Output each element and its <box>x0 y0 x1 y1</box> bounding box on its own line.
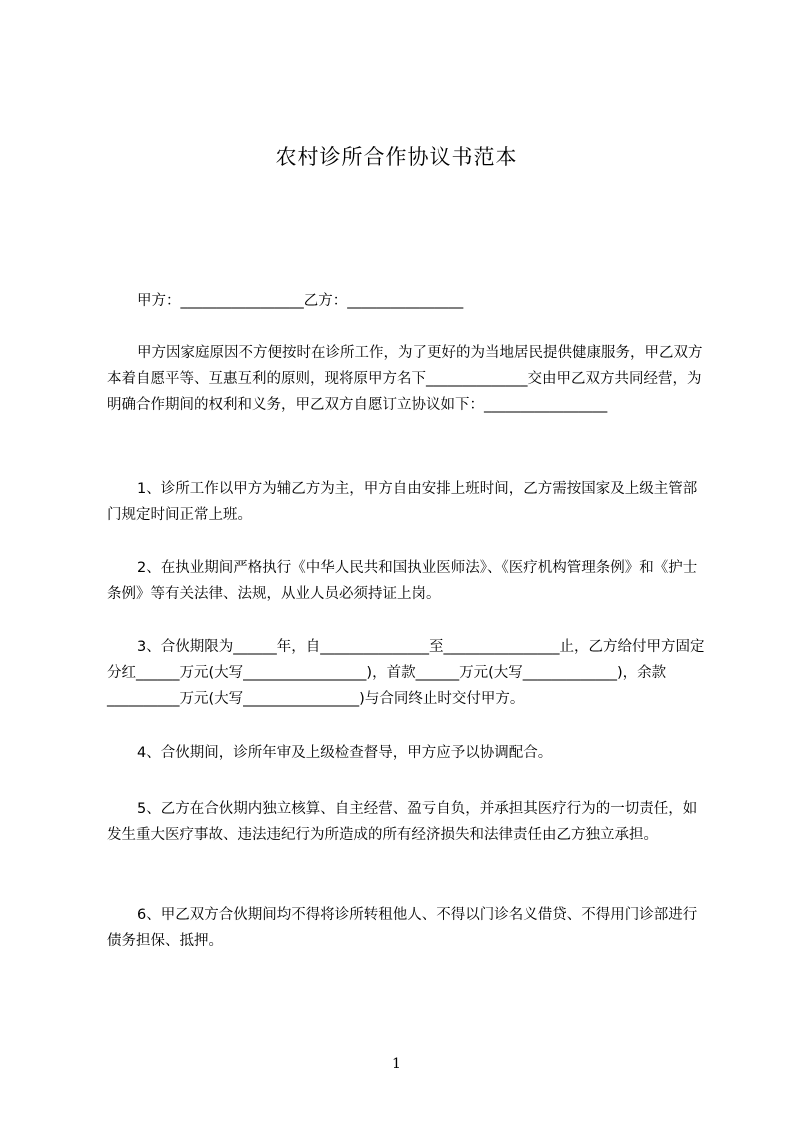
clause-4: 4、合伙期间，诊所年审及上级检查督导，甲方应予以协调配合。 <box>137 745 553 761</box>
clause-1: 1、诊所工作以甲方为辅乙方为主，甲方自由安排上班时间，乙方需按国家及上级主管部门规定时间正常上班。 <box>107 481 698 523</box>
clause-3: 3、合伙期限为______年，自_______________至________________止，乙方给付甲方固定分红______万元(大写_________________)，首款______万元(大写_____________)，余款__________万元(大写________________)与合同终止时交付甲方。 <box>107 639 705 707</box>
parties-line: 甲方：_________________乙方：________________ <box>137 293 464 309</box>
clause-2: 2、在执业期间严格执行《中华人民共和国执业医师法》、《医疗机构管理条例》和《护士条例》等有关法律、法规，从业人员必须持证上岗。 <box>107 560 698 602</box>
intro-paragraph: 甲方因家庭原因不方便按时在诊所工作，为了更好的为当地居民提供健康服务，甲乙双方本着自愿平等、互惠互利的原则，现将原甲方名下______________交由甲乙双方共同经营，为明确合作期间的权利和义务，甲乙双方自愿订立协议如下：_________________ <box>107 345 703 413</box>
page-number: 1 <box>392 1056 401 1072</box>
clause-6: 6、甲乙双方合伙期间均不得将诊所转租他人、不得以门诊名义借贷、不得用门诊部进行债务担保、抵押。 <box>107 907 698 949</box>
document-title: 农村诊所合作协议书范本 <box>275 145 518 169</box>
clause-5: 5、乙方在合伙期内独立核算、自主经营、盈亏自负，并承担其医疗行为的一切责任，如发生重大医疗事故、违法违纪行为所造成的所有经济损失和法律责任由乙方独立承担。 <box>107 801 698 843</box>
